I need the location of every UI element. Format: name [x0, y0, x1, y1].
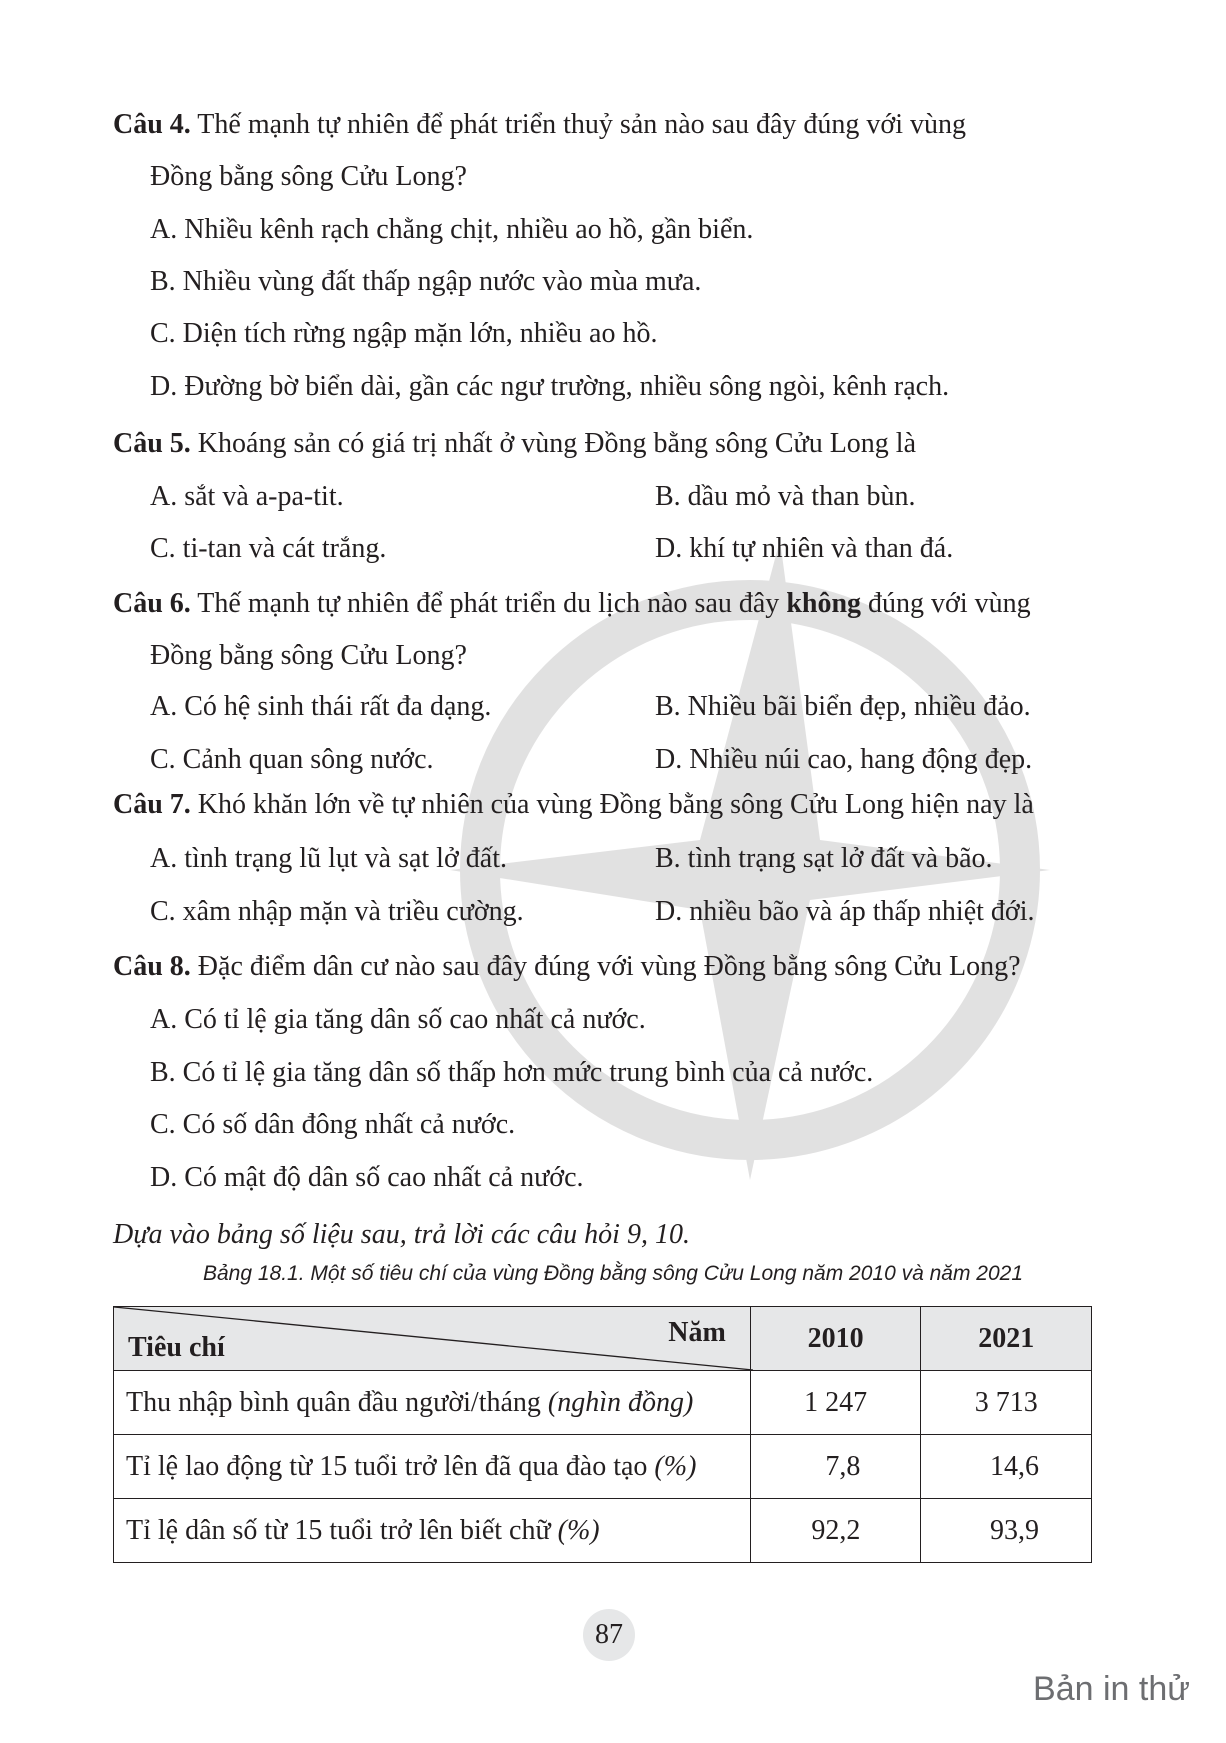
- question-8-label: Câu 8.: [113, 951, 191, 982]
- row-criteria: [114, 1371, 751, 1435]
- table-instruction: Dựa vào bảng số liệu sau, trả lời các câu hỏi 9, 10.: [113, 1219, 690, 1250]
- question-8-option-b: B. Có tỉ lệ gia tăng dân số thấp hơn mức trung bình của cả nước.: [150, 1057, 874, 1088]
- question-5-option-a: A. sắt và a-pa-tit.: [150, 481, 344, 512]
- question-5-label: Câu 5.: [113, 428, 191, 459]
- row-unit: (%): [557, 1514, 600, 1546]
- data-table: [113, 1306, 1092, 1563]
- question-5-option-c: C. ti-tan và cát trắng.: [150, 533, 387, 564]
- question-5-text: Khoáng sản có giá trị nhất ở vùng Đồng bằng sông Cửu Long là: [190, 428, 917, 459]
- cell-2021: 3 713: [921, 1371, 1092, 1435]
- table-row: [114, 1435, 1092, 1499]
- question-5-option-b: B. dầu mỏ và than bùn.: [655, 481, 916, 512]
- question-6-option-b: B. Nhiều bãi biển đẹp, nhiều đảo.: [655, 691, 1031, 722]
- table-header-diagonal-cell: [114, 1307, 751, 1371]
- question-6-option-a: A. Có hệ sinh thái rất đa dạng.: [150, 691, 492, 722]
- question-4: [113, 102, 1098, 148]
- question-7: [113, 782, 1098, 828]
- question-7-option-a: A. tình trạng lũ lụt và sạt lở đất.: [150, 843, 507, 874]
- cell-2010: 7,8: [750, 1435, 921, 1499]
- header-year-2010: 2010: [750, 1307, 921, 1371]
- question-8-text: Đặc điểm dân cư nào sau đây đúng với vùng Đồng bằng sông Cửu Long?: [190, 951, 1021, 982]
- page-number: 87: [583, 1609, 635, 1661]
- question-6-option-d: D. Nhiều núi cao, hang động đẹp.: [655, 744, 1033, 775]
- question-6-text: Thế mạnh tự nhiên để phát triển du lịch nào sau đây: [190, 588, 787, 619]
- question-7-option-c: C. xâm nhập mặn và triều cường.: [150, 896, 524, 927]
- question-6-label: Câu 6.: [113, 588, 191, 619]
- header-year-2021: 2021: [921, 1307, 1092, 1371]
- table-caption: Bảng 18.1. Một số tiêu chí của vùng Đồng bằng sông Cửu Long năm 2010 và năm 2021: [202, 1262, 1024, 1285]
- question-6-option-c: C. Cảnh quan sông nước.: [150, 744, 434, 775]
- question-8-option-d: D. Có mật độ dân số cao nhất cả nước.: [150, 1162, 584, 1193]
- question-7-label: Câu 7.: [113, 789, 191, 820]
- question-6-text-cont: Đồng bằng sông Cửu Long?: [150, 640, 467, 671]
- row-unit: (nghìn đồng): [547, 1386, 694, 1418]
- table-row: [114, 1499, 1092, 1563]
- question-7-option-d: D. nhiều bão và áp thấp nhiệt đới.: [655, 896, 1035, 927]
- row-criteria: [114, 1435, 751, 1499]
- row-label: Thu nhập bình quân đầu người/tháng: [126, 1386, 548, 1418]
- question-4-option-c: C. Diện tích rừng ngập mặn lớn, nhiều ao hồ.: [150, 318, 658, 349]
- question-5: [113, 421, 1098, 467]
- question-4-text: Thế mạnh tự nhiên để phát triển thuỷ sản nào sau đây đúng với vùng: [190, 109, 967, 140]
- cell-2010: 92,2: [750, 1499, 921, 1563]
- row-label: Tỉ lệ dân số từ 15 tuổi trở lên biết chữ: [126, 1514, 558, 1546]
- question-4-option-b: B. Nhiều vùng đất thấp ngập nước vào mùa mưa.: [150, 266, 702, 297]
- cell-2010: 1 247: [750, 1371, 921, 1435]
- row-label: Tỉ lệ lao động từ 15 tuổi trở lên đã qua đào tạo: [126, 1450, 655, 1482]
- table-header-row: [114, 1307, 1092, 1371]
- cell-2021: 93,9: [921, 1499, 1092, 1563]
- question-4-option-a: A. Nhiều kênh rạch chằng chịt, nhiều ao hồ, gần biển.: [150, 214, 754, 245]
- question-5-option-d: D. khí tự nhiên và than đá.: [655, 533, 954, 564]
- question-8-option-c: C. Có số dân đông nhất cả nước.: [150, 1109, 516, 1140]
- row-unit: (%): [654, 1450, 697, 1482]
- cell-2021: 14,6: [921, 1435, 1092, 1499]
- question-4-label: Câu 4.: [113, 109, 191, 140]
- question-6-text-end: đúng với vùng: [861, 588, 1031, 619]
- question-8-option-a: A. Có tỉ lệ gia tăng dân số cao nhất cả nước.: [150, 1004, 646, 1035]
- table-row: [114, 1371, 1092, 1435]
- header-year-label: Năm: [668, 1317, 726, 1348]
- question-6: [113, 581, 1098, 627]
- question-8: [113, 944, 1098, 990]
- question-4-text-cont: Đồng bằng sông Cửu Long?: [150, 161, 467, 192]
- question-7-option-b: B. tình trạng sạt lở đất và bão.: [655, 843, 993, 874]
- draft-label: Bản in thử: [1033, 1670, 1190, 1708]
- question-7-text: Khó khăn lớn về tự nhiên của vùng Đồng bằng sông Cửu Long hiện nay là: [190, 789, 1034, 820]
- header-criteria-label: Tiêu chí: [128, 1332, 225, 1363]
- row-criteria: [114, 1499, 751, 1563]
- question-4-option-d: D. Đường bờ biển dài, gần các ngư trường, nhiều sông ngòi, kênh rạch.: [150, 371, 950, 402]
- question-6-emphasis: không: [786, 588, 862, 619]
